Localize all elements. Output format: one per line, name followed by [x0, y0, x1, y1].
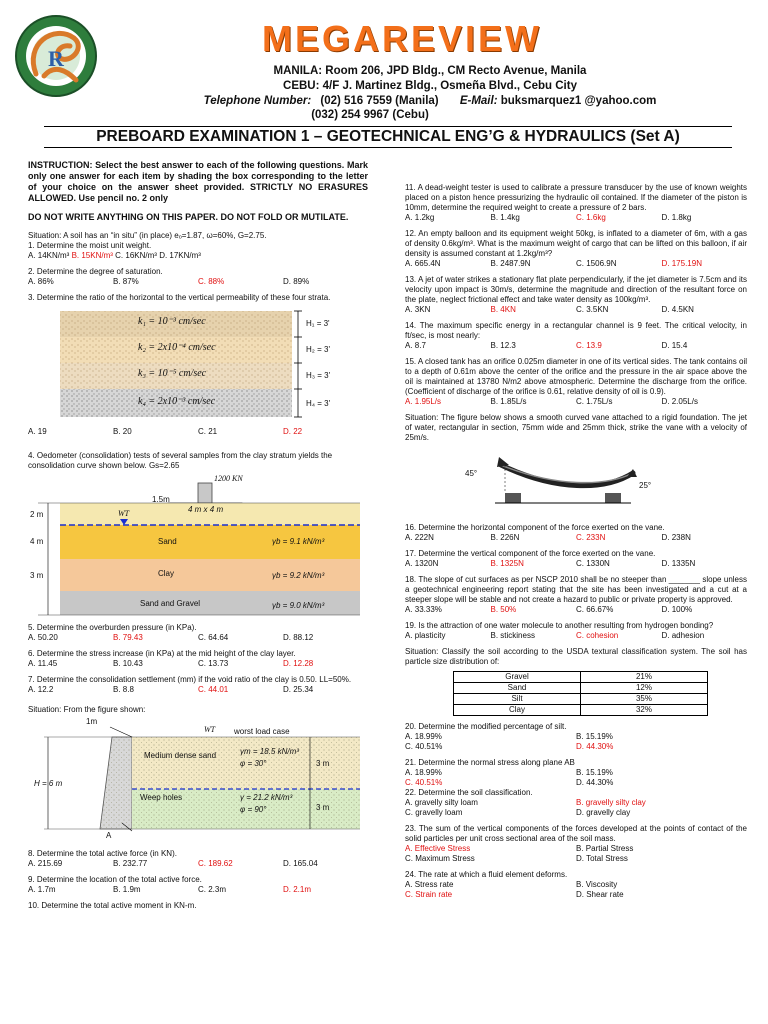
h1-label: H₁ = 3': [306, 319, 330, 328]
answer-choice: C. 233N: [576, 533, 606, 542]
choices-20b: [405, 742, 747, 752]
answer-choice: B. 79.43: [113, 633, 143, 642]
h2-dim: 2 m: [30, 510, 44, 519]
choice: B. 10.43: [113, 659, 143, 668]
answer-choice: C. 44.01: [198, 685, 229, 694]
question-8: 8. Determine the total active force (in KN).: [28, 849, 177, 858]
question-6: 6. Determine the stress increase (in KPa) at the mid height of the clay layer.: [28, 649, 296, 658]
choices-15: [405, 397, 747, 407]
choice: C. 66.67%: [576, 605, 614, 614]
answer-choice: C. 13.9: [576, 341, 602, 350]
table-cell: 12%: [581, 683, 708, 694]
choices-16: [405, 533, 747, 543]
answer-choice: C. 1.6kg: [576, 213, 606, 222]
choice: A. 86%: [28, 277, 54, 286]
choice: A. gravelly silty loam: [405, 798, 478, 807]
choice: B. 226N: [490, 533, 520, 542]
choices-5: [28, 633, 368, 643]
choice: C. 16KN/m³: [115, 251, 157, 260]
question-5: 5. Determine the overburden pressure (in KPa).: [28, 623, 197, 632]
answer-choice: C. 40.51%: [405, 778, 443, 787]
choice: A. 665.4N: [405, 259, 441, 268]
wt-label: WT: [118, 509, 130, 518]
question-17: 17. Determine the vertical component of the force exerted on the vane.: [405, 549, 656, 558]
vane-diagram: [405, 447, 747, 517]
wt-label: WT: [204, 725, 216, 734]
answer-choice: A. Effective Stress: [405, 844, 471, 853]
choices-2: [28, 277, 368, 287]
answer-choice: B. 1325N: [490, 559, 524, 568]
choice: B. 8.8: [113, 685, 134, 694]
choice: D. 165.04: [283, 859, 318, 868]
situation-3: Situation: The figure below shows a smooth curved vane attached to a rigid foundation. The jet of water, rectangular in section, 75mm wide and 25mm thick, strike the vane with a velocity of 25m/s.: [405, 413, 747, 442]
choices-24: [405, 880, 747, 890]
answer-choice: D. 2.1m: [283, 885, 312, 894]
choice: A. 1320N: [405, 559, 439, 568]
choice: D. 15.4: [661, 341, 688, 350]
choices-6: [28, 659, 368, 669]
3m-lower: 3 m: [316, 803, 330, 812]
choices-14: [405, 341, 747, 351]
choice: A. Stress rate: [405, 880, 454, 889]
choice: A. 14KN/m³: [28, 251, 70, 260]
footing-label: 4 m x 4 m: [188, 505, 224, 514]
choices-8: [28, 859, 368, 869]
h4-label: H₄ = 3': [306, 399, 331, 408]
table-row: [454, 705, 708, 716]
gb-sand: γb = 9.1 kN/m³: [272, 537, 325, 546]
instruction: INSTRUCTION: Select the best answer to each of the following questions. Mark only one answer for each item by shading the box corresponding to the letter of your choice on the answer sheet provided. STRICTLY NO ERASURES ALLOWED. Use pencil no. 2 only: [28, 160, 368, 203]
question-2: 2. Determine the degree of saturation.: [28, 267, 163, 276]
choices-21: [405, 768, 747, 778]
gamma2-label: γ = 21.2 kN/m³: [240, 793, 293, 802]
question-14: 14. The maximum specific energy in a rectangular channel is 9 feet. The critical velocity, in ft/sec, is most nearly:: [405, 321, 747, 340]
question-18: 18. The slope of cut surfaces as per NSCP 2010 shall be no steeper than _______ slope unless a geotechnical engineering report stating that the site has been investigated and a cut at a steeper slope will be stable and not create a hazard to public or private property is approved.: [405, 575, 747, 604]
answer-choice: B. gravelly silty clay: [576, 798, 646, 807]
choice: A. 18.99%: [405, 732, 442, 741]
question-15: 15. A closed tank has an orifice 0.025m diameter in one of its vertical sides. The tank contains oil to a depth of 0.61m above the center of the orifice and the pressure in the air space above the oil is maintained at 13780 N/m2 above atmospheric. Determine the discharge from the orifice. (Coefficient of discharge of the orifice is 0.61, relative density of oil is 0.9).: [405, 357, 747, 396]
choice: A. 18.99%: [405, 768, 442, 777]
choice: D. 2.05L/s: [661, 397, 698, 406]
question-10: 10. Determine the total active moment in KN-m.: [28, 901, 197, 910]
choice: D. Shear rate: [576, 890, 624, 899]
phi2-label: φ = 90°: [240, 805, 267, 814]
question-7: 7. Determine the consolidation settlement (mm) if the void ratio of the clay is 0.50. LL=50%.: [28, 675, 352, 684]
choice: B. 1.85L/s: [490, 397, 527, 406]
choice: C. 3.5KN: [576, 305, 609, 314]
choices-12: [405, 259, 747, 269]
situation-2: Situation: From the figure shown:: [28, 705, 146, 714]
k1-label: k₁ = 10⁻³ cm/sec: [138, 316, 206, 327]
choice: A. 8.7: [405, 341, 426, 350]
point-a-label: A: [106, 831, 112, 840]
brand-title: MEGAREVIEW: [262, 18, 543, 59]
table-cell: Gravel: [454, 672, 581, 683]
choices-18: [405, 605, 747, 615]
question-21: 21. Determine the normal stress along plane AB: [405, 758, 575, 767]
gamma1-label: γm = 18.5 kN/m³: [240, 747, 299, 756]
choices-23: [405, 844, 747, 854]
email-label: E-Mail:: [459, 95, 498, 107]
situation-4: Situation: Classify the soil according to the USDA textural classification system. The soil has particle size distribution of:: [405, 647, 747, 666]
choice: C. 40.51%: [405, 742, 443, 751]
question-9: 9. Determine the location of the total active force.: [28, 875, 202, 884]
choice: B. Viscosity: [576, 880, 618, 889]
gravel-label: Sand and Gravel: [140, 599, 201, 608]
choice: A. 11.45: [28, 659, 58, 668]
choice: B. stickiness: [490, 631, 535, 640]
choices-3: [28, 427, 368, 437]
question-13: 13. A jet of water strikes a stationary flat plate perpendicularly, if the jet diameter is 7.5cm and its velocity upon impact is 30m/s, determine the magnitude and direction of the resultant force on the plate, neglect frictional effect and take water density as 100kg/m³.: [405, 275, 747, 304]
choices-20: [405, 732, 747, 742]
choice: D. 4.5KN: [661, 305, 694, 314]
retaining-wall-figure: [28, 719, 368, 845]
k4-label: k₄ = 2x10⁻³ cm/sec: [138, 396, 216, 407]
choice: A. 50.20: [28, 633, 58, 642]
manila-address: MANILA: Room 206, JPD Bldg., CM Recto Avenue, Manila: [273, 65, 587, 77]
choice: C. gravelly loam: [405, 808, 463, 817]
choices-19: [405, 631, 747, 641]
choice: A. 222N: [405, 533, 434, 542]
svg-text:R: R: [48, 46, 64, 71]
question-22: 22. Determine the soil classification.: [405, 788, 533, 797]
footing-diagram: [28, 475, 368, 619]
height-label: H = 6 m: [34, 779, 63, 788]
question-11: 11. A dead-weight tester is used to calibrate a pressure transducer by the use of known weights placed on a piston hence pressurizing the hydraulic oil contained. If the diameter of the piston is 10mm, determine the required weight to create a pressure of 2 bars.: [405, 183, 747, 212]
choice: C. Maximum Stress: [405, 854, 475, 863]
k2-label: k₂ = 2x10⁻⁴ cm/sec: [138, 342, 216, 353]
choice: A. plasticity: [405, 631, 446, 640]
angle-45-label: 45°: [465, 469, 478, 478]
strata-figure: [28, 307, 368, 423]
load-label: 1200 KN: [214, 474, 243, 483]
sand-label: Sand: [158, 537, 177, 546]
choice: C. 1330N: [576, 559, 610, 568]
choice: B. 232.77: [113, 859, 148, 868]
choice: B. 1.9m: [113, 885, 141, 894]
question-4: 4. Oedometer (consolidation) tests of several samples from the clay stratum yields the consolidation curve shown below. Gs=2.65: [28, 451, 333, 470]
answer-choice: A. 1.95L/s: [405, 397, 442, 406]
answer-choice: D. 12.28: [283, 659, 314, 668]
left-column: [28, 160, 368, 911]
table-cell: Sand: [454, 683, 581, 694]
answer-choice: B. 50%: [490, 605, 517, 614]
phi1-label: φ = 30°: [240, 759, 267, 768]
table-cell: 32%: [581, 705, 708, 716]
answer-choice: C. Strain rate: [405, 890, 453, 899]
choice: D. gravelly clay: [576, 808, 631, 817]
question-20: 20. Determine the modified percentage of silt.: [405, 722, 567, 731]
table-cell: 35%: [581, 694, 708, 705]
choice: B. 20: [113, 427, 132, 436]
angle-25-label: 25°: [639, 481, 652, 490]
choice: B. 15.19%: [576, 768, 613, 777]
choice: D. 17KN/m³: [159, 251, 201, 260]
choices-9: [28, 885, 368, 895]
choice: B. 12.3: [490, 341, 516, 350]
question-19: 19. Is the attraction of one water molecule to another resulting from hydrogen bonding?: [405, 621, 714, 630]
choice: D. 1.8kg: [661, 213, 692, 222]
table-cell: Clay: [454, 705, 581, 716]
choices-13: [405, 305, 747, 315]
choice: C. 1506.9N: [576, 259, 617, 268]
worst-load-label: worst load case: [234, 727, 290, 736]
page-header: [0, 0, 768, 121]
h3-dim: 3 m: [30, 571, 44, 580]
footing-figure: [28, 475, 368, 619]
choices-22b: [405, 808, 747, 818]
choice: D. Total Stress: [576, 854, 628, 863]
warning: DO NOT WRITE ANYTHING ON THIS PAPER. DO NOT FOLD OR MUTILATE.: [28, 212, 349, 222]
choice: D. adhesion: [661, 631, 705, 640]
retaining-wall-diagram: [28, 719, 368, 845]
k3-label: k₃ = 10⁻⁵ cm/sec: [138, 368, 207, 379]
answer-choice: C. 189.62: [198, 859, 233, 868]
choices-21b: [405, 778, 747, 788]
depth-label: 1.5m: [152, 495, 170, 504]
situation-1: Situation: A soil has an “in situ” (in place) eₒ=1.87, ω=60%, G=2.75.: [28, 231, 267, 240]
exam-title: PREBOARD EXAMINATION 1 – GEOTECHNICAL ENG’G & HYDRAULICS (Set A): [96, 128, 680, 145]
choices-11: [405, 213, 747, 223]
choices-22: [405, 798, 747, 808]
question-16: 16. Determine the horizontal component of the force exerted on the vane.: [405, 523, 665, 532]
choice: A. 215.69: [28, 859, 63, 868]
medium-sand-label: Medium dense sand: [144, 751, 217, 760]
h3-label: H₃ = 3': [306, 371, 331, 380]
answer-choice: D. 22: [283, 427, 303, 436]
phone-cebu: (032) 254 9967 (Cebu): [311, 109, 429, 121]
question-3: 3. Determine the ratio of the horizontal to the vertical permeability of these four strata.: [28, 293, 331, 302]
table-row: [454, 694, 708, 705]
choice: D. 100%: [661, 605, 693, 614]
usda-distribution-table: [453, 671, 708, 716]
gb-clay: γb = 9.2 kN/m³: [272, 571, 325, 580]
answer-choice: B. 4KN: [490, 305, 516, 314]
choice: A. 33.33%: [405, 605, 442, 614]
h2-label: H₂ = 3': [306, 345, 330, 354]
answer-choice: C. cohesion: [576, 631, 619, 640]
contact-line: [150, 94, 710, 109]
table-row: [454, 683, 708, 694]
choice: A. 1.7m: [28, 885, 56, 894]
choice: D. 238N: [661, 533, 691, 542]
choice: D. 25.34: [283, 685, 314, 694]
question-12: 12. An empty balloon and its equipment weight 50kg, is inflated to a diameter of 6m, with a gas of density 0.6kg/m³. What is the maximum weight of cargo that can be lifted on this balloon, if air density is assumed constant at 1.2kg/m³?: [405, 229, 747, 258]
choices-24b: [405, 890, 747, 900]
choice: C. 21: [198, 427, 218, 436]
choice: B. 15.19%: [576, 732, 613, 741]
table-cell: Silt: [454, 694, 581, 705]
choice: D. 1335N: [661, 559, 696, 568]
answer-choice: D. 44.30%: [576, 742, 614, 751]
choice: A. 12.2: [28, 685, 54, 694]
answer-choice: C. 88%: [198, 277, 225, 286]
choice: C. 2.3m: [198, 885, 227, 894]
choice: C. 13.73: [198, 659, 229, 668]
3m-upper: 3 m: [316, 759, 330, 768]
choice: B. 1.4kg: [490, 213, 520, 222]
choice: A. 3KN: [405, 305, 431, 314]
weep-holes-label: Weep holes: [140, 793, 183, 802]
question-1: 1. Determine the moist unit weight.: [28, 241, 152, 250]
phone-manila: (02) 516 7559 (Manila): [320, 95, 439, 107]
choice: C. 1.75L/s: [576, 397, 613, 406]
email-address: buksmarquez1 @yahoo.com: [500, 95, 657, 107]
choice: A. 1.2kg: [405, 213, 435, 222]
gb-gravel: γb = 9.0 kN/m³: [272, 601, 325, 610]
choice: A. 19: [28, 427, 47, 436]
choices-23b: [405, 854, 747, 864]
table-cell: 21%: [581, 672, 708, 683]
phone-label: Telephone Number:: [203, 95, 312, 107]
clay-label: Clay: [158, 569, 175, 578]
choice: B. 87%: [113, 277, 139, 286]
table-row: [454, 672, 708, 683]
question-24: 24. The rate at which a fluid element deforms.: [405, 870, 568, 879]
h4-dim: 4 m: [30, 537, 44, 546]
answer-choice: B. 15KN/m³: [71, 251, 113, 260]
vane-figure: [405, 447, 747, 517]
cebu-address: CEBU: 4/F J. Martinez Bldg., Osmeña Blvd., Cebu City: [283, 80, 577, 92]
choices-1: [28, 251, 368, 261]
right-column: [405, 183, 747, 900]
megareview-logo-icon: [14, 14, 98, 98]
choice: C. 64.64: [198, 633, 229, 642]
choice: D. 89%: [283, 277, 310, 286]
question-23: 23. The sum of the vertical components of the forces developed at the points of contact of the solid particles per unit cross sectional area of the soil mass.: [405, 824, 747, 843]
choice: D. 88.12: [283, 633, 314, 642]
choices-17: [405, 559, 747, 569]
choice: B. Partial Stress: [576, 844, 634, 853]
exam-title-box: [44, 126, 732, 148]
one-m-label: 1m: [86, 717, 98, 726]
choices-7: [28, 685, 368, 695]
choice: D. 44.30%: [576, 778, 614, 787]
answer-choice: D. 175.19N: [661, 259, 702, 268]
choice: B. 2487.9N: [490, 259, 531, 268]
